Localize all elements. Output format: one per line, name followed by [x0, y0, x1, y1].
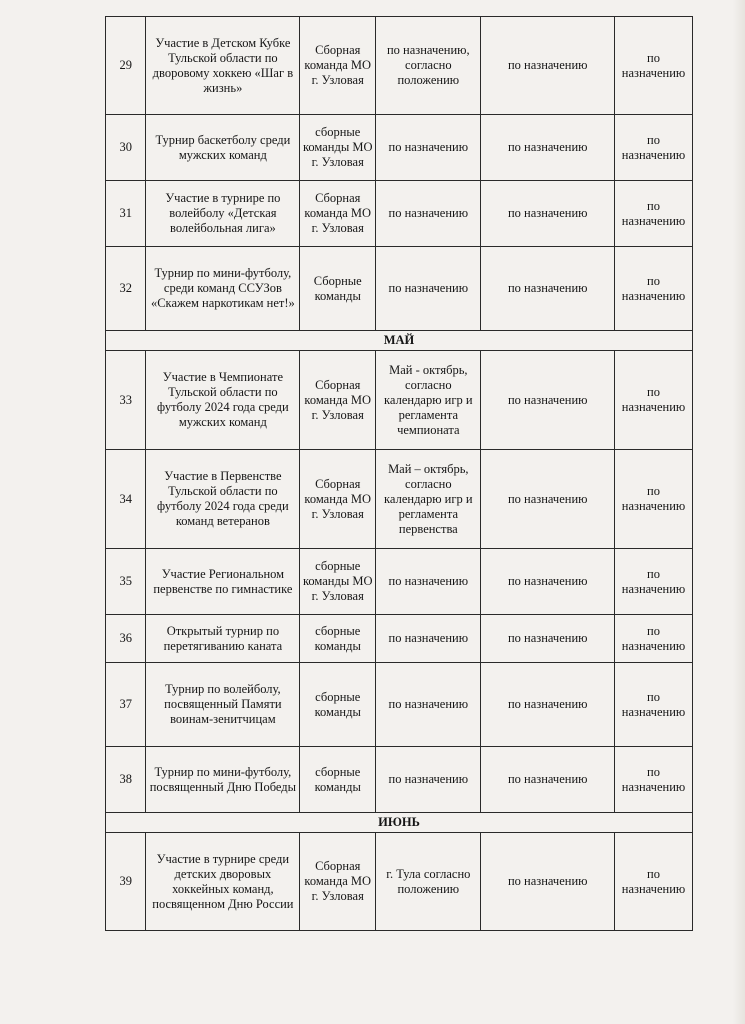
table-row — [106, 833, 693, 931]
cell-venue: по назначению — [481, 450, 615, 549]
cell-venue: по назначению — [481, 247, 615, 331]
cell-number: 31 — [106, 181, 146, 247]
cell-responsible: по назначению — [615, 17, 693, 115]
cell-venue: по назначению — [481, 549, 615, 615]
cell-participants: Сборная команда МО г. Узловая — [300, 833, 376, 931]
cell-venue: по назначению — [481, 115, 615, 181]
cell-event-name: Турнир по мини-футболу, среди команд ССУЗов «Скажем наркотикам нет!» — [146, 247, 300, 331]
table-row — [106, 181, 693, 247]
cell-participants: сборные команды МО г. Узловая — [300, 115, 376, 181]
table-row — [106, 450, 693, 549]
page-edge — [733, 0, 745, 1024]
events-table — [105, 16, 693, 931]
cell-venue: по назначению — [481, 663, 615, 747]
cell-participants: сборные команды — [300, 663, 376, 747]
cell-number: 32 — [106, 247, 146, 331]
cell-dates: по назначению — [376, 247, 481, 331]
cell-venue: по назначению — [481, 351, 615, 450]
cell-number: 35 — [106, 549, 146, 615]
cell-dates: по назначению — [376, 181, 481, 247]
cell-event-name: Открытый турнир по перетягиванию каната — [146, 615, 300, 663]
table-row — [106, 247, 693, 331]
month-header-row — [106, 813, 693, 833]
cell-responsible: по назначению — [615, 181, 693, 247]
cell-number: 37 — [106, 663, 146, 747]
cell-participants: сборные команды — [300, 615, 376, 663]
table-row — [106, 615, 693, 663]
cell-dates: по назначению — [376, 115, 481, 181]
cell-participants: Сборная команда МО г. Узловая — [300, 351, 376, 450]
cell-dates: по назначению, согласно положению — [376, 17, 481, 115]
cell-responsible: по назначению — [615, 549, 693, 615]
cell-number: 29 — [106, 17, 146, 115]
month-label: МАЙ — [106, 331, 693, 351]
cell-event-name: Участие в Первенстве Тульской области по футболу 2024 года среди команд ветеранов — [146, 450, 300, 549]
cell-participants: Сборная команда МО г. Узловая — [300, 17, 376, 115]
cell-number: 34 — [106, 450, 146, 549]
table-row — [106, 663, 693, 747]
cell-event-name: Участие в турнире среди детских дворовых хоккейных команд, посвященном Дню России — [146, 833, 300, 931]
cell-event-name: Участие в Чемпионате Тульской области по футболу 2024 года среди мужских команд — [146, 351, 300, 450]
cell-venue: по назначению — [481, 17, 615, 115]
cell-responsible: по назначению — [615, 247, 693, 331]
events-table-body — [106, 17, 693, 931]
cell-venue: по назначению — [481, 833, 615, 931]
cell-responsible: по назначению — [615, 833, 693, 931]
cell-event-name: Участие Региональном первенстве по гимнастике — [146, 549, 300, 615]
table-row — [106, 351, 693, 450]
cell-event-name: Турнир по мини-футболу, посвященный Дню Победы — [146, 747, 300, 813]
cell-dates: по назначению — [376, 663, 481, 747]
table-row — [106, 549, 693, 615]
month-header-row — [106, 331, 693, 351]
cell-responsible: по назначению — [615, 747, 693, 813]
cell-event-name: Участие в Детском Кубке Тульской области по дворовому хоккею «Шаг в жизнь» — [146, 17, 300, 115]
cell-number: 39 — [106, 833, 146, 931]
cell-responsible: по назначению — [615, 450, 693, 549]
cell-number: 38 — [106, 747, 146, 813]
cell-participants: сборные команды МО г. Узловая — [300, 549, 376, 615]
cell-responsible: по назначению — [615, 615, 693, 663]
cell-number: 30 — [106, 115, 146, 181]
cell-dates: по назначению — [376, 549, 481, 615]
cell-participants: Сборная команда МО г. Узловая — [300, 181, 376, 247]
cell-event-name: Участие в турнире по волейболу «Детская волейбольная лига» — [146, 181, 300, 247]
cell-dates: Май - октябрь, согласно календарю игр и регламента чемпионата — [376, 351, 481, 450]
cell-venue: по назначению — [481, 747, 615, 813]
cell-participants: Сборная команда МО г. Узловая — [300, 450, 376, 549]
cell-participants: сборные команды — [300, 747, 376, 813]
table-row — [106, 115, 693, 181]
cell-participants: Сборные команды — [300, 247, 376, 331]
month-label: ИЮНЬ — [106, 813, 693, 833]
cell-responsible: по назначению — [615, 663, 693, 747]
cell-dates: по назначению — [376, 615, 481, 663]
cell-venue: по назначению — [481, 181, 615, 247]
table-row — [106, 747, 693, 813]
cell-dates: Май – октябрь, согласно календарю игр и регламента первенства — [376, 450, 481, 549]
cell-dates: г. Тула согласно положению — [376, 833, 481, 931]
table-row — [106, 17, 693, 115]
cell-event-name: Турнир по волейболу, посвященный Памяти воинам-зенитчицам — [146, 663, 300, 747]
cell-number: 36 — [106, 615, 146, 663]
cell-event-name: Турнир баскетболу среди мужских команд — [146, 115, 300, 181]
cell-number: 33 — [106, 351, 146, 450]
cell-dates: по назначению — [376, 747, 481, 813]
cell-responsible: по назначению — [615, 115, 693, 181]
cell-venue: по назначению — [481, 615, 615, 663]
cell-responsible: по назначению — [615, 351, 693, 450]
